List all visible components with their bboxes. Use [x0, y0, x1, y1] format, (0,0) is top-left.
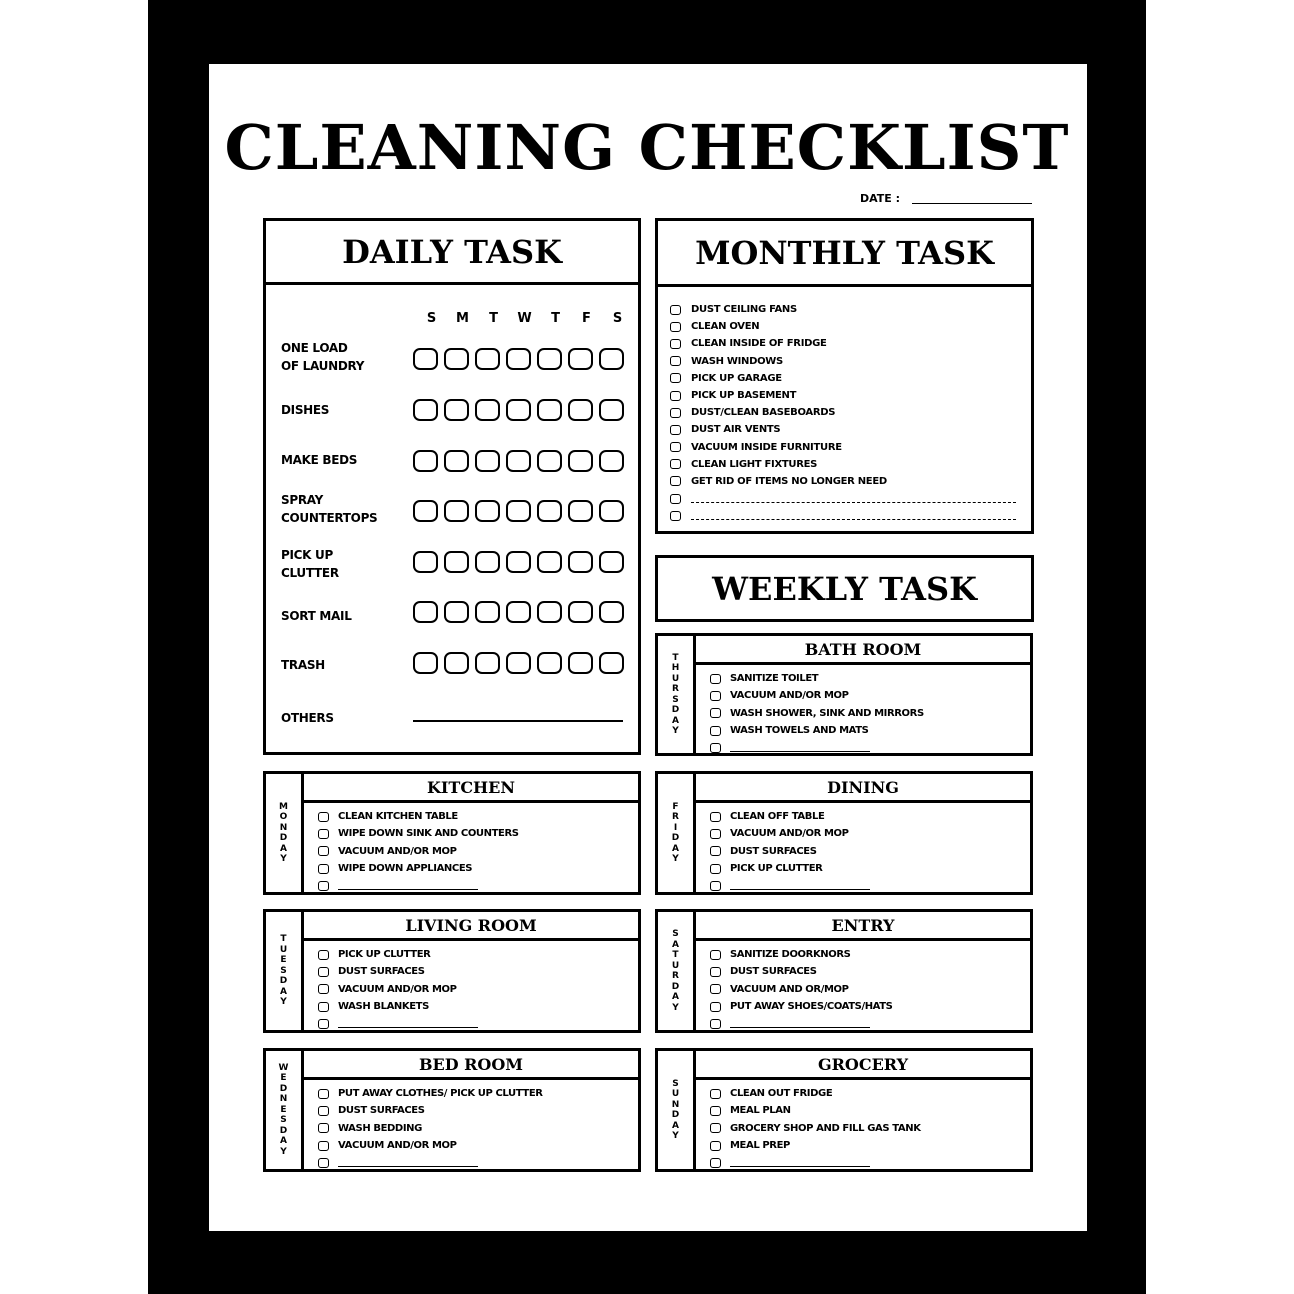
daily-checkbox-row[interactable] [413, 450, 630, 472]
checkbox[interactable] [670, 511, 681, 521]
blank-item[interactable] [670, 490, 1016, 507]
list-item[interactable]: VACUUM AND/OR MOP [710, 825, 870, 842]
list-item[interactable]: DUST CEILING FANS [670, 301, 1016, 318]
list-item[interactable]: VACUUM AND/OR MOP [318, 1137, 543, 1154]
room-heading: GROCERY [696, 1051, 1030, 1080]
checkbox[interactable] [670, 339, 681, 349]
list-item[interactable]: PICK UP GARAGE [670, 370, 1016, 387]
checkbox[interactable] [710, 1002, 721, 1012]
checkbox[interactable] [318, 1158, 329, 1168]
checkbox[interactable] [318, 967, 329, 977]
day-label: FRIDAY [671, 801, 680, 864]
checkbox[interactable] [710, 984, 721, 994]
daily-checkbox-row[interactable] [413, 551, 630, 573]
blank-item[interactable] [318, 877, 519, 894]
list-item[interactable]: WIPE DOWN APPLIANCES [318, 860, 519, 877]
monthly-task-heading: MONTHLY TASK [658, 221, 1031, 287]
list-item[interactable]: GET RID OF ITEMS NO LONGER NEED [670, 473, 1016, 490]
date-label: DATE : [860, 192, 901, 205]
day-label: SATURDAY [671, 929, 680, 1013]
weekly-task-heading: WEEKLY TASK [712, 569, 977, 608]
thursday-section [655, 633, 1033, 756]
checkbox[interactable] [318, 1002, 329, 1012]
checkbox[interactable] [318, 812, 329, 822]
blank-item[interactable] [670, 507, 1016, 524]
blank-item[interactable] [710, 1154, 921, 1171]
monthly-task-list [670, 301, 1016, 524]
checkbox[interactable] [670, 476, 681, 486]
checkbox[interactable] [710, 674, 721, 684]
list-item[interactable]: VACUUM AND OR/MOP [710, 981, 892, 998]
checkbox[interactable] [710, 1158, 721, 1168]
checkbox[interactable] [318, 984, 329, 994]
daily-task-label: DISHES [281, 403, 330, 417]
list-item[interactable]: MEAL PLAN [710, 1102, 921, 1119]
checkbox[interactable] [318, 1019, 329, 1029]
blank-line[interactable] [338, 881, 478, 890]
monday-section [263, 771, 641, 895]
checkbox[interactable] [670, 322, 681, 332]
room-heading: ENTRY [696, 912, 1030, 941]
checkbox[interactable] [318, 1106, 329, 1116]
checkbox[interactable] [670, 356, 681, 366]
list-item[interactable]: VACUUM AND/OR MOP [710, 687, 924, 704]
date-field[interactable] [912, 203, 1032, 204]
day-letter: F [582, 311, 591, 326]
checkbox[interactable] [710, 743, 721, 753]
list-item[interactable]: PICK UP CLUTTER [710, 860, 870, 877]
list-item[interactable]: CLEAN OVEN [670, 318, 1016, 335]
checkbox[interactable] [710, 967, 721, 977]
blank-line[interactable] [338, 1019, 478, 1028]
list-item[interactable]: PICK UP BASEMENT [670, 387, 1016, 404]
daily-task-label: ONE LOAD OF LAUNDRY [281, 341, 365, 373]
checkbox[interactable] [710, 881, 721, 891]
checkbox[interactable] [318, 846, 329, 856]
checkbox[interactable] [670, 408, 681, 418]
day-letter: T [551, 311, 560, 326]
room-heading: LIVING ROOM [304, 912, 638, 941]
checkbox[interactable] [670, 494, 681, 504]
list-item[interactable]: CLEAN LIGHT FIXTURES [670, 456, 1016, 473]
page-title: CLEANING CHECKLIST [224, 111, 1070, 184]
checkbox[interactable] [710, 950, 721, 960]
checkbox[interactable] [670, 305, 681, 315]
weekday-header [416, 311, 633, 326]
checkbox[interactable] [670, 391, 681, 401]
blank-item[interactable] [318, 1015, 478, 1032]
blank-item[interactable] [318, 1154, 543, 1171]
list-item[interactable]: WIPE DOWN SINK AND COUNTERS [318, 825, 519, 842]
list-item[interactable]: PUT AWAY CLOTHES/ PICK UP CLUTTER [318, 1085, 543, 1102]
daily-task-heading: DAILY TASK [266, 221, 638, 285]
list-item[interactable]: DUST SURFACES [710, 843, 870, 860]
saturday-section [655, 909, 1033, 1033]
day-letter: T [489, 311, 498, 326]
checkbox[interactable] [710, 812, 721, 822]
blank-line[interactable] [730, 1019, 870, 1028]
daily-task-label: SORT MAIL [281, 609, 352, 623]
daily-checkbox-row[interactable] [413, 601, 630, 623]
checkbox[interactable] [710, 1019, 721, 1029]
list-item[interactable]: DUST/CLEAN BASEBOARDS [670, 404, 1016, 421]
sunday-section [655, 1048, 1033, 1172]
day-label: WEDNESDAY [278, 1062, 289, 1157]
daily-checkbox-row[interactable] [413, 652, 630, 674]
wednesday-section [263, 1048, 641, 1172]
list-item[interactable]: CLEAN KITCHEN TABLE [318, 808, 519, 825]
blank-line[interactable] [730, 1158, 870, 1167]
list-item[interactable]: DUST SURFACES [710, 963, 892, 980]
blank-item[interactable] [710, 739, 924, 756]
checkbox[interactable] [318, 950, 329, 960]
blank-item[interactable] [710, 1015, 892, 1032]
list-item[interactable]: VACUUM AND/OR MOP [318, 843, 519, 860]
others-field[interactable] [413, 720, 623, 722]
checkbox[interactable] [710, 1089, 721, 1099]
others-label: OTHERS [281, 711, 334, 725]
list-item[interactable]: SANITIZE DOORKNORS [710, 946, 892, 963]
list-item[interactable]: WASH BLANKETS [318, 998, 478, 1015]
list-item[interactable]: WASH TOWELS AND MATS [710, 722, 924, 739]
list-item[interactable]: PICK UP CLUTTER [318, 946, 478, 963]
checkbox[interactable] [318, 1123, 329, 1133]
checkbox[interactable] [710, 691, 721, 701]
list-item[interactable]: GROCERY SHOP AND FILL GAS TANK [710, 1120, 921, 1137]
weekly-task-panel [655, 555, 1034, 622]
list-item[interactable]: PUT AWAY SHOES/COATS/HATS [710, 998, 892, 1015]
blank-line[interactable] [691, 512, 1016, 520]
list-item[interactable]: CLEAN OUT FRIDGE [710, 1085, 921, 1102]
checkbox[interactable] [710, 864, 721, 874]
tuesday-section [263, 909, 641, 1033]
room-heading: DINING [696, 774, 1030, 803]
room-heading: BED ROOM [304, 1051, 638, 1080]
list-item[interactable]: DUST SURFACES [318, 1102, 543, 1119]
list-item[interactable]: VACUUM INSIDE FURNITURE [670, 439, 1016, 456]
daily-task-panel [263, 218, 641, 755]
day-letter: S [612, 311, 623, 326]
blank-line[interactable] [691, 495, 1016, 503]
checkbox[interactable] [670, 459, 681, 469]
room-heading: KITCHEN [304, 774, 638, 803]
list-item[interactable]: MEAL PREP [710, 1137, 921, 1154]
day-letter: W [517, 311, 532, 326]
checkbox[interactable] [710, 1123, 721, 1133]
checkbox[interactable] [318, 1089, 329, 1099]
checkbox[interactable] [670, 442, 681, 452]
checkbox[interactable] [710, 846, 721, 856]
friday-section [655, 771, 1033, 895]
list-item[interactable]: DUST SURFACES [318, 963, 478, 980]
daily-checkbox-row[interactable] [413, 500, 630, 522]
list-item[interactable]: WASH BEDDING [318, 1120, 543, 1137]
day-letter: M [456, 311, 469, 326]
checkbox[interactable] [318, 881, 329, 891]
checkbox[interactable] [710, 708, 721, 718]
list-item[interactable]: VACUUM AND/OR MOP [318, 981, 478, 998]
daily-task-label: SPRAY COUNTERTOPS [281, 493, 378, 525]
checkbox[interactable] [710, 1141, 721, 1151]
day-label: TUESDAY [279, 934, 288, 1008]
checkbox[interactable] [318, 1141, 329, 1151]
list-item[interactable]: WASH SHOWER, SINK AND MIRRORS [710, 705, 924, 722]
blank-line[interactable] [730, 743, 870, 752]
checkbox[interactable] [670, 425, 681, 435]
room-heading: BATH ROOM [696, 636, 1030, 665]
day-label: SUNDAY [671, 1078, 680, 1141]
list-item[interactable]: SANITIZE TOILET [710, 670, 924, 687]
checkbox[interactable] [710, 726, 721, 736]
monthly-task-panel [655, 218, 1034, 534]
blank-item[interactable] [710, 877, 870, 894]
blank-line[interactable] [730, 881, 870, 890]
day-letter: S [426, 311, 437, 326]
daily-task-label: MAKE BEDS [281, 453, 358, 467]
daily-checkbox-row[interactable] [413, 399, 630, 421]
list-item[interactable]: WASH WINDOWS [670, 353, 1016, 370]
daily-task-label: PICK UP CLUTTER [281, 548, 339, 580]
checkbox[interactable] [670, 373, 681, 383]
daily-checkbox-row[interactable] [413, 348, 630, 370]
checkbox[interactable] [318, 829, 329, 839]
checkbox[interactable] [318, 864, 329, 874]
blank-line[interactable] [338, 1158, 478, 1167]
list-item[interactable]: DUST AIR VENTS [670, 421, 1016, 438]
day-label: MONDAY [279, 801, 288, 864]
checkbox[interactable] [710, 829, 721, 839]
daily-task-label: TRASH [281, 658, 325, 672]
checkbox[interactable] [710, 1106, 721, 1116]
list-item[interactable]: CLEAN INSIDE OF FRIDGE [670, 335, 1016, 352]
day-label: THURSDAY [671, 652, 680, 736]
list-item[interactable]: CLEAN OFF TABLE [710, 808, 870, 825]
